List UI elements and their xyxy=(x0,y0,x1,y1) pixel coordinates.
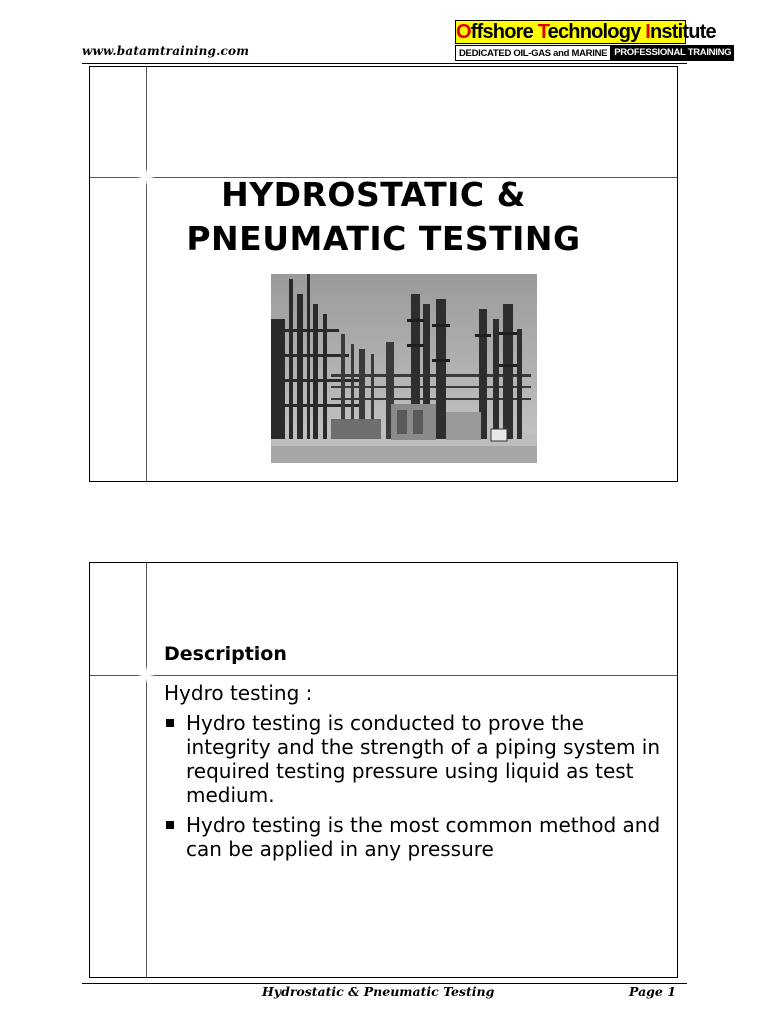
description-content xyxy=(164,681,664,867)
slide-vertical-line xyxy=(146,563,147,977)
page-number: Page 1 xyxy=(629,984,676,999)
slide-horizontal-line xyxy=(90,675,677,676)
bullet-list xyxy=(164,711,664,861)
logo-tagline-left: DEDICATED OIL-GAS and MARINE xyxy=(455,45,611,61)
slide-title xyxy=(89,66,678,482)
title-line-2: PNEUMATIC TESTING xyxy=(186,219,581,258)
logo-tagline xyxy=(455,45,732,61)
slide-description xyxy=(89,562,678,978)
description-heading: Description xyxy=(164,643,287,665)
logo-title: Offshore Technology Institute xyxy=(456,21,716,43)
website-url[interactable]: www.batamtraining.com xyxy=(82,44,250,58)
logo-tagline-right: PROFESSIONAL TRAINING xyxy=(611,45,734,61)
header-divider xyxy=(82,63,687,64)
list-item xyxy=(164,711,664,807)
list-item-text: Hydro testing is conducted to prove the integrity and the strength of a piping system in required testing pressure using liquid as test medium. xyxy=(186,711,661,807)
slide-glow xyxy=(137,666,155,684)
company-logo xyxy=(455,20,732,62)
slide-vertical-line xyxy=(146,67,147,481)
list-item xyxy=(164,813,664,861)
slide-main-title xyxy=(90,173,677,261)
list-item-text: Hydro testing is the most common method and can be applied in any pressure xyxy=(186,813,661,861)
footer-title: Hydrostatic & Pneumatic Testing xyxy=(262,984,495,999)
refinery-photo xyxy=(271,274,537,463)
content-lead: Hydro testing : xyxy=(164,681,313,705)
square-bullet-icon xyxy=(166,719,174,727)
title-line-1: HYDROSTATIC & xyxy=(221,175,526,214)
square-bullet-icon xyxy=(166,821,174,829)
